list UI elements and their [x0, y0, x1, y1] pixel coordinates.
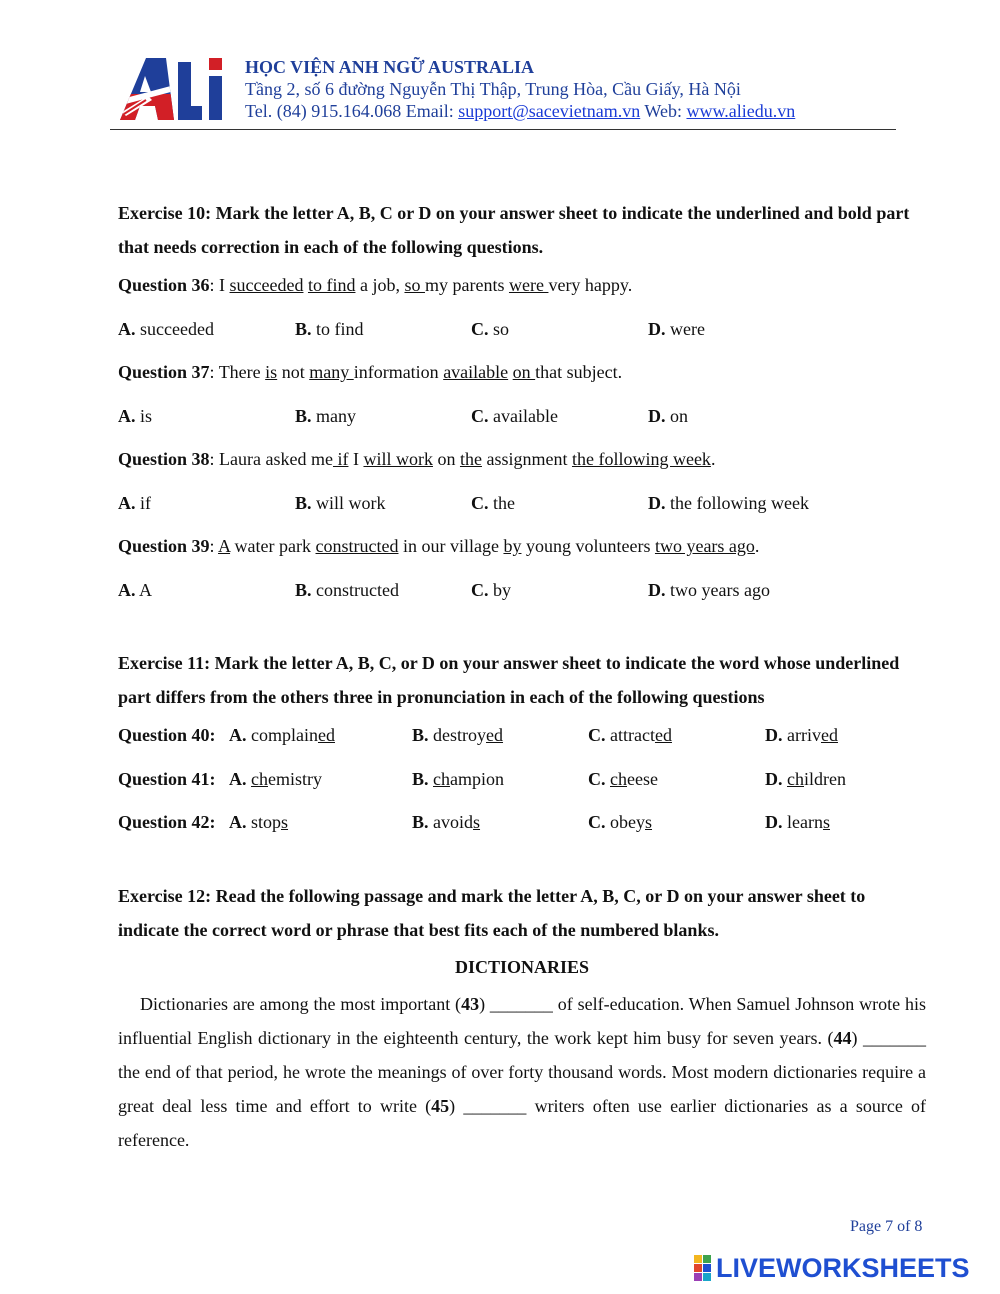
- liveworksheets-icon: [694, 1255, 712, 1281]
- exercise-11-questions: [118, 714, 926, 845]
- answer-option[interactable]: [648, 308, 705, 352]
- answer-option[interactable]: [295, 482, 386, 526]
- passage-fragment: Dictionaries are among the most important (: [140, 993, 462, 1014]
- question-text: my parents: [424, 275, 509, 295]
- option-letter: C.: [471, 318, 489, 339]
- question-text: not: [277, 362, 310, 382]
- option-letter: B.: [412, 725, 429, 745]
- option-text: constructed: [311, 579, 399, 600]
- option-letter: D.: [765, 812, 783, 832]
- underlined-part: ch: [251, 768, 268, 789]
- underlined-part: on: [512, 362, 536, 382]
- answer-option[interactable]: [229, 801, 288, 845]
- question-line: [118, 264, 926, 308]
- answer-option[interactable]: [648, 482, 809, 526]
- underlined-part: will work: [363, 449, 433, 469]
- question-label: Question 39: [118, 536, 210, 556]
- question-text: : There: [209, 362, 266, 382]
- option-text: the: [488, 492, 515, 513]
- option-text: is: [135, 405, 153, 426]
- exercise-10-questions: [118, 264, 926, 612]
- underlined-part: if: [332, 449, 349, 469]
- question-text: :: [209, 536, 219, 556]
- option-letter: B.: [412, 812, 429, 832]
- option-letter: C.: [471, 492, 489, 513]
- tel-label: Tel. (84) 915.164.068 Email:: [245, 101, 459, 121]
- underlined-part: ch: [433, 768, 451, 789]
- answer-option[interactable]: [412, 714, 503, 758]
- option-text: emistry: [268, 768, 322, 789]
- liveworksheets-wordmark: LIVEWORKSHEETS: [716, 1253, 970, 1283]
- option-letter: A.: [229, 768, 247, 789]
- option-text: ildren: [804, 768, 846, 789]
- underlined-part: s: [645, 812, 653, 832]
- underlined-part: s: [281, 812, 289, 832]
- question-text: water park: [230, 536, 316, 556]
- option-text: succeeded: [135, 318, 214, 339]
- option-letter: A.: [118, 492, 136, 513]
- ali-logo: [118, 54, 228, 124]
- option-letter: A.: [118, 318, 136, 339]
- option-text: two years ago: [665, 579, 770, 600]
- option-letter: D.: [648, 492, 666, 513]
- contact-line: [245, 100, 795, 122]
- question-line: [118, 438, 926, 482]
- option-text: learn: [782, 812, 823, 832]
- underlined-part: were: [508, 275, 549, 295]
- option-letter: C.: [471, 405, 489, 426]
- question-label: Question 38: [118, 449, 210, 469]
- option-text: by: [488, 579, 511, 600]
- exercise-12-instruction: Exercise 12: Read the following passage and mark the letter A, B, C, or D on your answer sheet to indicate the correct word or phrase that best fits each of the numbered blanks.: [118, 885, 866, 940]
- option-text: complain: [246, 725, 318, 745]
- answer-option[interactable]: [471, 395, 558, 439]
- question-line: [118, 714, 926, 758]
- institute-address: Tầng 2, số 6 đường Nguyễn Thị Thập, Trung Hòa, Cầu Giấy, Hà Nội: [245, 79, 741, 99]
- answer-option[interactable]: [118, 482, 151, 526]
- option-letter: D.: [648, 318, 666, 339]
- question-text: in our village: [398, 536, 504, 556]
- answer-option[interactable]: [295, 395, 356, 439]
- option-letter: A.: [229, 725, 247, 745]
- underlined-part: A: [218, 536, 231, 556]
- answer-option[interactable]: [295, 308, 364, 352]
- option-text: avoid: [428, 812, 474, 832]
- question-label: Question 42:: [118, 812, 216, 832]
- web-link[interactable]: www.aliedu.vn: [686, 101, 796, 121]
- options-row: [118, 569, 926, 613]
- option-text: to find: [311, 318, 364, 339]
- option-letter: B.: [295, 579, 312, 600]
- answer-option[interactable]: [588, 801, 652, 845]
- question-text: young volunteers: [521, 536, 655, 556]
- question-label: Question 40:: [118, 725, 216, 745]
- answer-option[interactable]: [118, 395, 152, 439]
- option-letter: C.: [471, 579, 489, 600]
- option-text: eese: [627, 768, 658, 789]
- answer-option[interactable]: [412, 758, 504, 802]
- page-number: Page 7 of 8: [850, 1218, 923, 1235]
- header-text: [245, 56, 795, 122]
- option-text: ampion: [450, 768, 505, 789]
- option-letter: D.: [765, 768, 783, 789]
- option-text: arriv: [782, 725, 821, 745]
- exercise-10-instruction: Exercise 10: Mark the letter A, B, C or D on your answer sheet to indicate the underlined and bold part that needs correction in each of the following questions.: [118, 203, 910, 257]
- option-text: so: [488, 318, 510, 339]
- option-text: destroy: [428, 725, 487, 745]
- web-label: Web:: [640, 101, 687, 121]
- page-header: [110, 50, 896, 130]
- underlined-part: ch: [610, 768, 627, 789]
- answer-option[interactable]: [588, 758, 658, 802]
- underlined-part: available: [443, 362, 509, 382]
- passage-fragment: ) _______ of self-education. When Samuel Johnson wrote his influential English dictionary in the eighteenth century, the work kept him busy for seven years. (: [118, 993, 926, 1048]
- answer-option[interactable]: [229, 758, 322, 802]
- question-text: .: [710, 449, 716, 469]
- question-line: [118, 525, 926, 569]
- answer-option[interactable]: [765, 758, 846, 802]
- passage-text: [118, 987, 926, 1157]
- question-line: [118, 801, 926, 845]
- underlined-part: by: [503, 536, 522, 556]
- question-text: .: [754, 536, 760, 556]
- question-text: assignment: [481, 449, 572, 469]
- question-line: [118, 351, 926, 395]
- option-text: will work: [311, 492, 386, 513]
- answer-option[interactable]: [412, 801, 480, 845]
- answer-option[interactable]: [471, 482, 515, 526]
- underlined-part: two years ago: [654, 536, 755, 556]
- passage-fragment: ) _______ writers often use earlier dictionaries as a source of reference.: [118, 1095, 927, 1150]
- blank-number: 44: [833, 1027, 852, 1048]
- option-letter: C.: [588, 768, 606, 789]
- option-text: A: [135, 579, 153, 600]
- underlined-part: s: [473, 812, 481, 832]
- option-text: if: [135, 492, 151, 513]
- option-letter: A.: [118, 579, 136, 600]
- question-text: information: [353, 362, 444, 382]
- option-text: many: [311, 405, 357, 426]
- question-text: very happy.: [548, 275, 633, 295]
- question-text: I: [348, 449, 364, 469]
- options-row: [118, 395, 926, 439]
- underlined-part: ch: [787, 768, 804, 789]
- underlined-part: ed: [654, 725, 672, 745]
- option-text: available: [488, 405, 558, 426]
- underlined-part: s: [822, 812, 830, 832]
- answer-option[interactable]: [648, 395, 688, 439]
- underlined-part: constructed: [315, 536, 399, 556]
- option-text: obey: [605, 812, 645, 832]
- question-text: on: [432, 449, 460, 469]
- options-row: [118, 482, 926, 526]
- option-text: attract: [605, 725, 655, 745]
- option-letter: C.: [588, 812, 606, 832]
- answer-option[interactable]: [229, 714, 335, 758]
- underlined-part: ed: [317, 725, 335, 745]
- underlined-part: to find: [307, 275, 356, 295]
- answer-option[interactable]: [765, 801, 830, 845]
- underlined-part: many: [309, 362, 354, 382]
- underlined-part: the following week: [571, 449, 711, 469]
- option-letter: D.: [648, 405, 666, 426]
- question-text: a job,: [355, 275, 405, 295]
- answer-option[interactable]: [471, 308, 509, 352]
- option-text: were: [665, 318, 705, 339]
- question-text: : Laura asked me: [209, 449, 333, 469]
- underlined-part: ed: [486, 725, 504, 745]
- passage-title: DICTIONARIES: [454, 956, 590, 977]
- question-text: that subject.: [535, 362, 623, 382]
- passage-fragment: ) _______ the end of that period, he wrote the meanings of over forty thousand words. Most modern dictionaries require a great deal less time and effort to write (: [118, 1027, 926, 1116]
- options-row: [118, 308, 926, 352]
- option-letter: A.: [229, 812, 247, 832]
- question-label: Question 37: [118, 362, 210, 382]
- answer-option[interactable]: [295, 569, 399, 613]
- answer-option[interactable]: [118, 308, 214, 352]
- exercise-11-instruction: Exercise 11: Mark the letter A, B, C, or D on your answer sheet to indicate the word whose underlined part differs from the others three in pronunciation in each of the following questions: [118, 653, 900, 707]
- underlined-part: so: [404, 275, 425, 295]
- option-letter: B.: [295, 318, 312, 339]
- answer-option[interactable]: [648, 569, 770, 613]
- option-text: stop: [246, 812, 282, 832]
- question-text: : I: [209, 275, 230, 295]
- option-text: on: [665, 405, 688, 426]
- underlined-part: ed: [820, 725, 838, 745]
- underlined-part: succeeded: [229, 275, 304, 295]
- logo-text: ALi: [118, 54, 120, 55]
- underlined-part: is: [265, 362, 278, 382]
- header-divider: [110, 129, 896, 130]
- option-text: the following week: [665, 492, 809, 513]
- question-label: Question 41:: [118, 768, 216, 789]
- answer-option[interactable]: [588, 714, 672, 758]
- underlined-part: the: [459, 449, 482, 469]
- question-line: [118, 758, 926, 802]
- option-letter: B.: [295, 492, 312, 513]
- option-letter: D.: [648, 579, 666, 600]
- option-letter: C.: [588, 725, 606, 745]
- blank-number: 43: [461, 993, 480, 1014]
- answer-option[interactable]: [765, 714, 838, 758]
- blank-number: 45: [431, 1095, 450, 1116]
- option-letter: A.: [118, 405, 136, 426]
- option-letter: B.: [412, 768, 429, 789]
- worksheet-content: [118, 196, 926, 1157]
- option-letter: D.: [765, 725, 783, 745]
- option-letter: B.: [295, 405, 312, 426]
- email-link[interactable]: support@sacevietnam.vn: [458, 101, 641, 121]
- answer-option[interactable]: [118, 569, 152, 613]
- question-label: Question 36: [118, 275, 210, 295]
- answer-option[interactable]: [471, 569, 511, 613]
- institute-name: HỌC VIỆN ANH NGỮ AUSTRALIA: [245, 57, 535, 77]
